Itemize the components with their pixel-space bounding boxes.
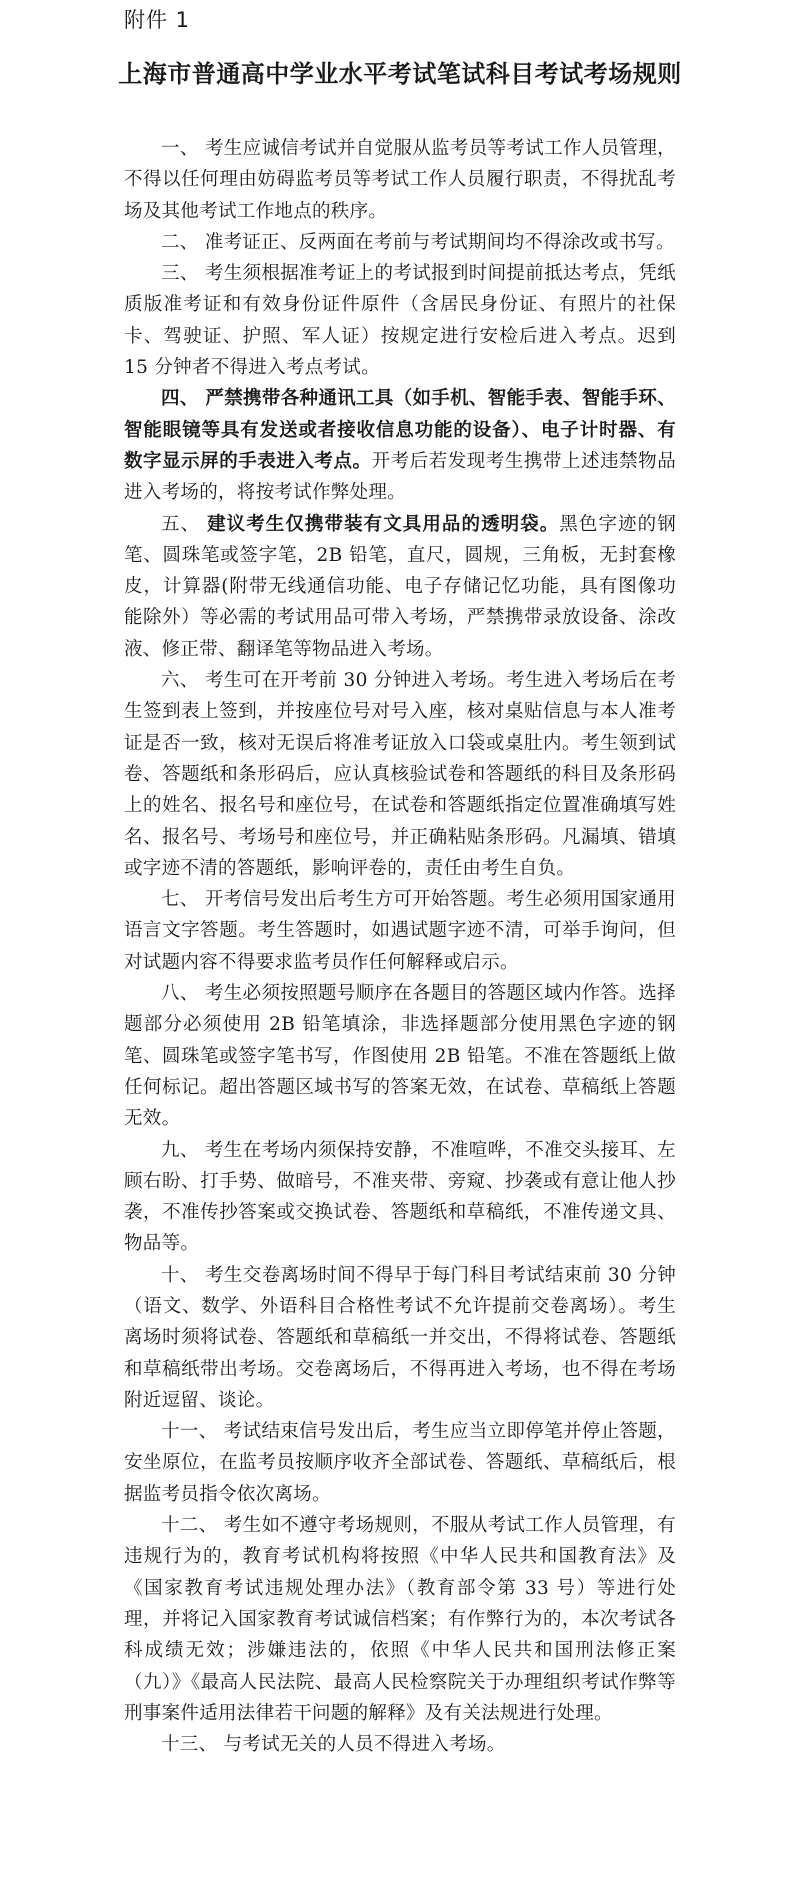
rule-text: 三、 考生须根据准考证上的考试报到时间提前抵达考点，凭纸质版准考证和有效身份证件原件（含居民身份证、有照片的社保卡、驾驶证、护照、军人证）按规定进行安检后进入考点。迟到 15 分钟者不得进入考点考试。 <box>124 263 676 379</box>
rule-paragraph <box>124 227 676 258</box>
rule-paragraph <box>124 509 676 665</box>
rule-paragraph <box>124 1260 676 1416</box>
rule-text: 二、 准考证正、反两面在考前与考试期间均不得涂改或书写。 <box>161 231 675 253</box>
rule-paragraph <box>124 978 676 1134</box>
rule-paragraph <box>124 1729 676 1760</box>
rule-text: 开考后若发现考生携带上述违禁物品进入考场的，将按考试作弊处理。 <box>124 450 676 504</box>
rule-paragraph <box>124 258 676 383</box>
rule-paragraph <box>124 1135 676 1260</box>
rules-body <box>124 133 676 1760</box>
rule-paragraph <box>124 665 676 884</box>
rule-paragraph <box>124 383 676 508</box>
rule-paragraph <box>124 1416 676 1510</box>
rule-text: 七、 开考信号发出后考生方可开始答题。考生必须用国家通用语言文字答题。考生答题时，如遇试题字迹不清，可举手询问，但对试题内容不得要求监考员作任何解释或启示。 <box>124 889 676 973</box>
rule-paragraph <box>124 1510 676 1729</box>
rule-emphasis: 四、 严禁携带各种通讯工具（如手机、智能手表、智能手环、智能眼镜等具有发送或者接收信息功能的设备）、电子计时器、有数字显示屏的手表进入考点。 <box>124 388 676 472</box>
rule-text: 十一、 考试结束信号发出后，考生应当立即停笔并停止答题，安坐原位，在监考员按顺序收齐全部试卷、答题纸、草稿纸后，根据监考员指令依次离场。 <box>124 1421 676 1505</box>
rule-text: 黑色字迹的钢笔、圆珠笔或签字笔，2B 铅笔，直尺，圆规，三角板，无封套橡皮，计算器(附带无线通信功能、电子存储记忆功能，具有图像功能除外）等必需的考试用品可带入考场，严禁携带录放设备、涂改液、修正带、翻译笔等物品进入考场。 <box>124 513 676 660</box>
rule-text: 十二、 考生如不遵守考场规则，不服从考试工作人员管理，有违规行为的，教育考试机构将按照《中华人民共和国教育法》及《国家教育考试违规处理办法》（教育部令第 33 号）等进行处理，并将记入国家教育考试诚信档案；有作弊行为的，本次考试各科成绩无效；涉嫌违法的，依照《中华人民共和国刑法修正案（九）》《最高人民法院、最高人民检察院关于办理组织考试作弊等刑事案件适用法律若干问题的解释》及有关法规进行处理。 <box>124 1515 676 1724</box>
rule-text: 八、 考生必须按照题号顺序在各题目的答题区域内作答。选择题部分必须使用 2B 铅笔填涂，非选择题部分使用黑色字迹的钢笔、圆珠笔或签字笔书写，作图使用 2B 铅笔。不准在答题纸上做任何标记。超出答题区域书写的答案无效，在试卷、草稿纸上答题无效。 <box>124 983 676 1130</box>
page-title: 上海市普通高中学业水平考试笔试科目考试考场规则 <box>118 59 682 88</box>
rule-emphasis: 建议考生仅携带装有文具用品的透明袋。 <box>207 513 560 535</box>
rule-paragraph <box>124 133 676 227</box>
attachment-label: 附件 1 <box>124 8 191 32</box>
rule-paragraph <box>124 884 676 978</box>
rule-text: 十、 考生交卷离场时间不得早于每门科目考试结束前 30 分钟（语文、数学、外语科目合格性考试不允许提前交卷离场）。考生离场时须将试卷、答题纸和草稿纸一并交出，不得将试卷、答题纸和草稿纸带出考场。交卷离场后，不得再进入考场，也不得在考场附近逗留、谈论。 <box>124 1264 676 1411</box>
rule-text: 一、 考生应诚信考试并自觉服从监考员等考试工作人员管理，不得以任何理由妨碍监考员等考试工作人员履行职责，不得扰乱考场及其他考试工作地点的秩序。 <box>124 138 676 222</box>
rule-text: 九、 考生在考场内须保持安静，不准喧哗，不准交头接耳、左顾右盼、打手势、做暗号，不准夹带、旁窥、抄袭或有意让他人抄袭，不准传抄答案或交换试卷、答题纸和草稿纸，不准传递文具、物品等。 <box>124 1139 676 1255</box>
rule-text: 六、 考生可在开考前 30 分钟进入考场。考生进入考场后在考生签到表上签到，并按座位号对号入座，核对桌贴信息与本人准考证是否一致，核对无误后将准考证放入口袋或桌肚内。考生领到试卷、答题纸和条形码后，应认真核验试卷和答题纸的科目及条形码上的姓名、报名号和座位号，在试卷和答题纸指定位置准确填写姓名、报名号、考场号和座位号，并正确粘贴条形码。凡漏填、错填或字迹不清的答题纸，影响评卷的，责任由考生自负。 <box>124 670 676 879</box>
rule-number: 五、 <box>161 513 208 535</box>
rule-text: 十三、 与考试无关的人员不得进入考场。 <box>161 1734 506 1756</box>
